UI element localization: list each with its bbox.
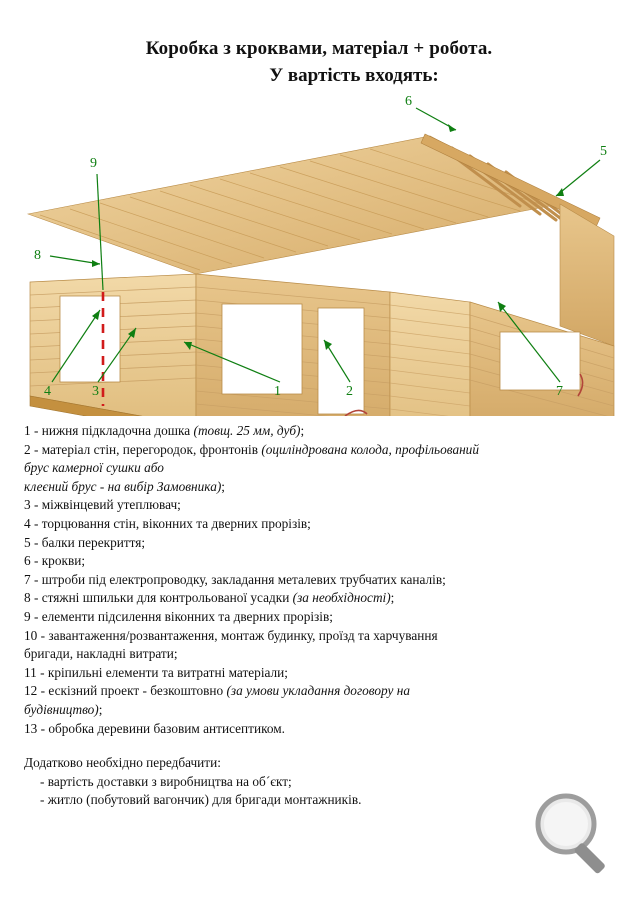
legend-item-1 xyxy=(24,422,616,441)
callout-2: 2 xyxy=(346,384,353,399)
legend-item-8 xyxy=(24,589,616,608)
legend-list xyxy=(0,416,638,738)
legend-text: 1 - нижня підкладочна дошка xyxy=(24,423,194,438)
callout-4: 4 xyxy=(44,384,51,399)
additional-notes-heading: Додатково необхідно передбачити: xyxy=(24,755,221,771)
legend-item-12b xyxy=(24,701,616,720)
legend-italic: будівництво) xyxy=(24,701,99,717)
magnifier-icon xyxy=(524,784,620,880)
callout-6: 6 xyxy=(405,94,412,109)
legend-text: 8 - стяжні шпильки для контрольованої усадки xyxy=(24,590,293,606)
legend-item-9: 9 - елементи підсилення віконних та дверних прорізів; xyxy=(24,608,333,624)
legend-italic: (оциліндрована колода, профільований xyxy=(261,441,479,457)
legend-item-10b: бригади, накладні витрати; xyxy=(24,646,178,662)
legend-text: 2 - матеріал стін, перегородок, фронтонів xyxy=(24,441,262,457)
additional-note-item: - вартість доставки з виробництва на об´єкт; xyxy=(40,773,292,789)
callout-7: 7 xyxy=(556,384,563,399)
legend-text: 12 - ескізний проект - безкоштовно xyxy=(24,683,227,699)
callout-8: 8 xyxy=(34,248,41,263)
legend-italic: брус камерної сушки або xyxy=(24,460,164,476)
legend-italic: (за необхідності) xyxy=(292,590,391,606)
legend-item-13: 13 - обробка деревини базовим антисептиком. xyxy=(24,720,285,736)
legend-item-2 xyxy=(24,441,616,460)
legend-item-10: 10 - завантаження/розвантаження, монтаж будинку, проїзд та харчування xyxy=(24,627,438,643)
house-drawing xyxy=(0,96,638,416)
legend-item-5: 5 - балки перекриття; xyxy=(24,534,146,550)
legend-item-11: 11 - кріпильні елементи та витратні матеріали; xyxy=(24,664,288,680)
title-line-1: Коробка з кроквами, матеріал + робота. xyxy=(145,38,493,59)
legend-item-2b xyxy=(24,459,616,478)
legend-tail: ; xyxy=(390,590,395,606)
callout-1: 1 xyxy=(274,384,281,399)
legend-tail: ; xyxy=(300,423,305,438)
callout-9: 9 xyxy=(90,156,97,171)
house-illustration xyxy=(0,96,638,416)
legend-item-2c xyxy=(24,478,616,497)
legend-item-7: 7 - штроби під електропроводку, закладання металевих трубчатих каналів; xyxy=(24,571,446,587)
additional-note-item: - житло (побутовий вагончик) для бригади монтажників. xyxy=(40,792,362,808)
legend-italic: (товщ. 25 мм, дуб) xyxy=(193,423,301,438)
legend-item-12 xyxy=(24,682,616,701)
legend-tail: ; xyxy=(98,701,103,717)
legend-tail: ; xyxy=(221,478,225,494)
legend-italic: (за умови укладання договору на xyxy=(226,683,410,699)
legend-italic: клеєний брус - на вибір Замовника) xyxy=(24,478,222,494)
page-title xyxy=(0,0,638,90)
title-line-2: У вартість входять: xyxy=(269,65,439,86)
legend-item-6: 6 - крокви; xyxy=(24,553,86,569)
callout-5: 5 xyxy=(600,144,607,159)
legend-item-4: 4 - торцювання стін, віконних та дверних прорізів; xyxy=(24,515,311,531)
legend-item-3: 3 - міжвінцевий утеплювач; xyxy=(24,497,181,513)
callout-3: 3 xyxy=(92,384,99,399)
